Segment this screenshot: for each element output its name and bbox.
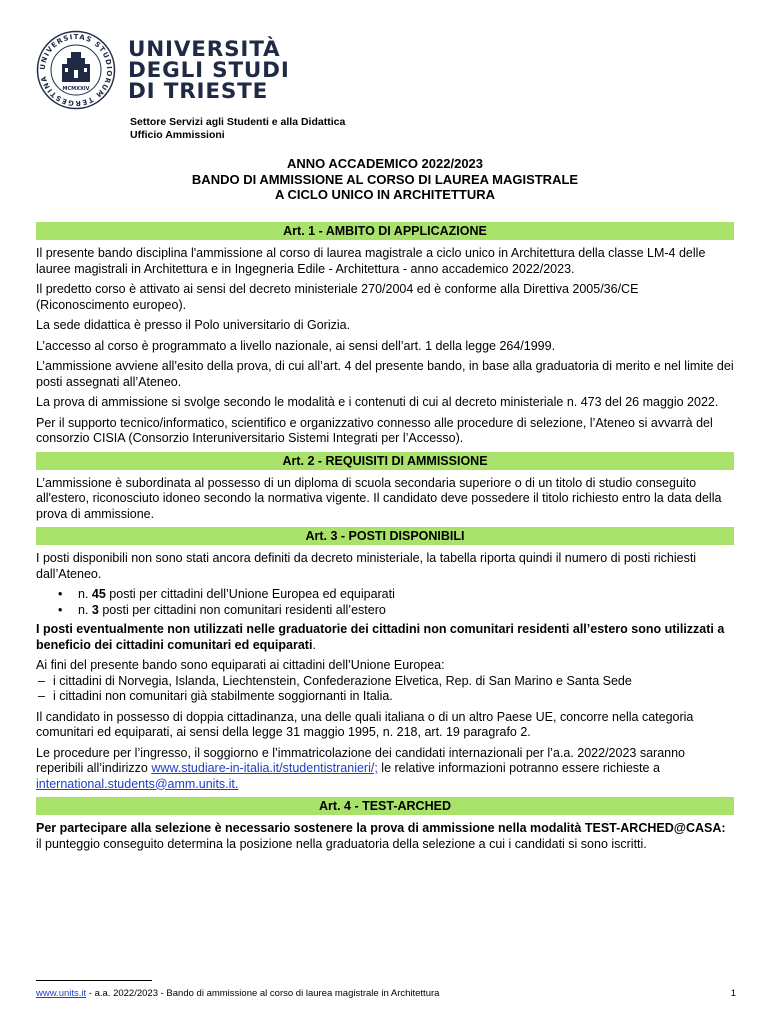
university-name: [128, 36, 290, 104]
paragraph: Il predetto corso è attivato ai sensi del decreto ministeriale 270/2004 ed è conforme alla Direttiva 2005/36/CE (Riconoscimento europeo).: [36, 282, 639, 312]
paragraph: L’ammissione avviene all’esito della prova, di cui all’art. 4 del presente bando, in base alla graduatoria di merito e nel limite dei posti assegnati all’Ateneo.: [36, 359, 734, 389]
office-info: [130, 116, 345, 142]
seats-count: 3: [91, 602, 99, 617]
document-body: [36, 222, 734, 857]
paragraph: I posti eventualmente non utilizzati nelle graduatorie dei cittadini non comunitari residenti all’estero sono utilizzati a beneficio dei cittadini comunitari ed equiparati.: [36, 622, 725, 652]
list-item: – i cittadini non comunitari già stabilmente soggiornanti in Italia.: [36, 689, 734, 705]
article-4-heading: Art. 4 - TEST-ARCHED: [36, 797, 734, 815]
article-2-heading: Art. 2 - REQUISITI DI AMMISSIONE: [36, 452, 734, 470]
title-line: ANNO ACCADEMICO 2022/2023: [286, 156, 484, 171]
footer-text: - a.a. 2022/2023 - Bando di ammissione al corso di laurea magistrale in Architettura: [86, 988, 440, 999]
seal-text: UNIVERSITAS STUDIORUM TERGESTINA: [38, 32, 114, 108]
list-item: • n. 3 posti per cittadini non comunitari residenti all’estero: [36, 603, 734, 619]
paragraph: L’ammissione è subordinata al possesso di un diploma di scuola secondaria superiore o di un titolo di studio conseguito all'estero, riconosciuto idoneo secondo la normativa vigente. Il candidato deve possedere il titolo richiesto entro la data della prova di ammissione.: [36, 475, 722, 521]
university-name-line: DI TRIESTE: [128, 78, 269, 104]
paragraph: Il presente bando disciplina l'ammissione al corso di laurea magistrale a ciclo unico in Architettura della classe LM-4 delle lauree magistrali in Architettura e in Ingegneria Edile - Architettura - anno accademico 2022/2023.: [36, 246, 706, 276]
article-1-heading: Art. 1 - AMBITO DI APPLICAZIONE: [36, 222, 734, 240]
bold-note: I posti eventualmente non utilizzati nelle graduatorie dei cittadini non comunitari residenti all’estero sono utilizzati a beneficio dei cittadini comunitari ed equiparati: [36, 622, 725, 652]
page-footer: [36, 988, 736, 1000]
page-number: 1: [730, 988, 736, 999]
units-website-link[interactable]: www.units.it: [36, 988, 87, 999]
office-unit: Ufficio Ammissioni: [130, 129, 225, 141]
list-item: • n. 45 posti per cittadini dell’Unione Europea ed equiparati: [36, 587, 734, 603]
paragraph: Per il supporto tecnico/informatico, scientifico e organizzativo connesso alle procedure di selezione, l’Ateneo si avvarrà del consorzio CISIA (Consorzio Interuniversitario Sistemi Integrati per l’Accesso).: [36, 415, 713, 445]
footnote-divider: [36, 980, 152, 981]
paragraph: Per partecipare alla selezione è necessario sostenere la prova di ammissione nella modalità TEST-ARCHED@CASA: il punteggio conseguito determina la posizione nella graduatoria della selezione a cui i candidati si sono iscritti.: [36, 821, 726, 851]
studiare-in-italia-link[interactable]: www.studiare-in-italia.it/studentistranieri/;: [151, 761, 378, 775]
equiparati-list: [36, 674, 734, 705]
title-line: A CICLO UNICO IN ARCHITETTURA: [274, 187, 496, 202]
bold-text: Per partecipare alla selezione è necessario sostenere la prova di ammissione nella modalità TEST-ARCHED@CASA:: [36, 821, 726, 835]
paragraph: Il candidato in possesso di doppia cittadinanza, una delle quali italiana o di un altro Paese UE, concorre nella categoria comunitari ed equiparati, ai sensi della legge 31 maggio 1995, n. 218, art. 19 paragrafo 2.: [36, 709, 694, 739]
article-3-heading: Art. 3 - POSTI DISPONIBILI: [36, 527, 734, 545]
university-name-line: DEGLI STUDI: [128, 57, 290, 83]
paragraph: Ai fini del presente bando sono equiparati ai cittadini dell’Unione Europea:: [36, 658, 445, 672]
paragraph: Le procedure per l’ingresso, il soggiorno e l’immatricolazione dei candidati internazionali per l’a.a. 2022/2023 saranno reperibili all’indirizzo www.studiare-in-italia.it/studentistranieri/; le relative informazioni potranno essere richieste a international.students@amm.units.it.: [36, 745, 685, 791]
university-logo: [36, 30, 290, 110]
seats-list: [36, 587, 734, 618]
paragraph: La sede didattica è presso il Polo universitario di Gorizia.: [36, 318, 351, 332]
paragraph: L’accesso al corso è programmato a livello nazionale, ai sensi dell’art. 1 della legge 264/1999.: [36, 338, 556, 353]
international-students-email-link[interactable]: international.students@amm.units.it.: [36, 776, 239, 791]
document-title: [0, 156, 770, 203]
university-name-line: UNIVERSITÀ: [128, 36, 281, 62]
seats-count: 45: [91, 587, 106, 601]
seal-year: MCMXXIV: [62, 86, 90, 92]
list-item: – i cittadini di Norvegia, Islanda, Liechtenstein, Confederazione Elvetica, Rep. di San Marino e Santa Sede: [36, 674, 734, 690]
paragraph: La prova di ammissione si svolge secondo le modalità e i contenuti di cui al decreto ministeriale n. 473 del 26 maggio 2022.: [36, 395, 719, 409]
university-seal-icon: [36, 30, 116, 110]
paragraph: I posti disponibili non sono stati ancora definiti da decreto ministeriale, la tabella riporta quindi il numero di posti richiesti dall’Ateneo.: [36, 551, 697, 581]
office-department: Settore Servizi agli Studenti e alla Didattica: [130, 116, 346, 128]
title-line: BANDO DI AMMISSIONE AL CORSO DI LAUREA MAGISTRALE: [191, 171, 579, 187]
